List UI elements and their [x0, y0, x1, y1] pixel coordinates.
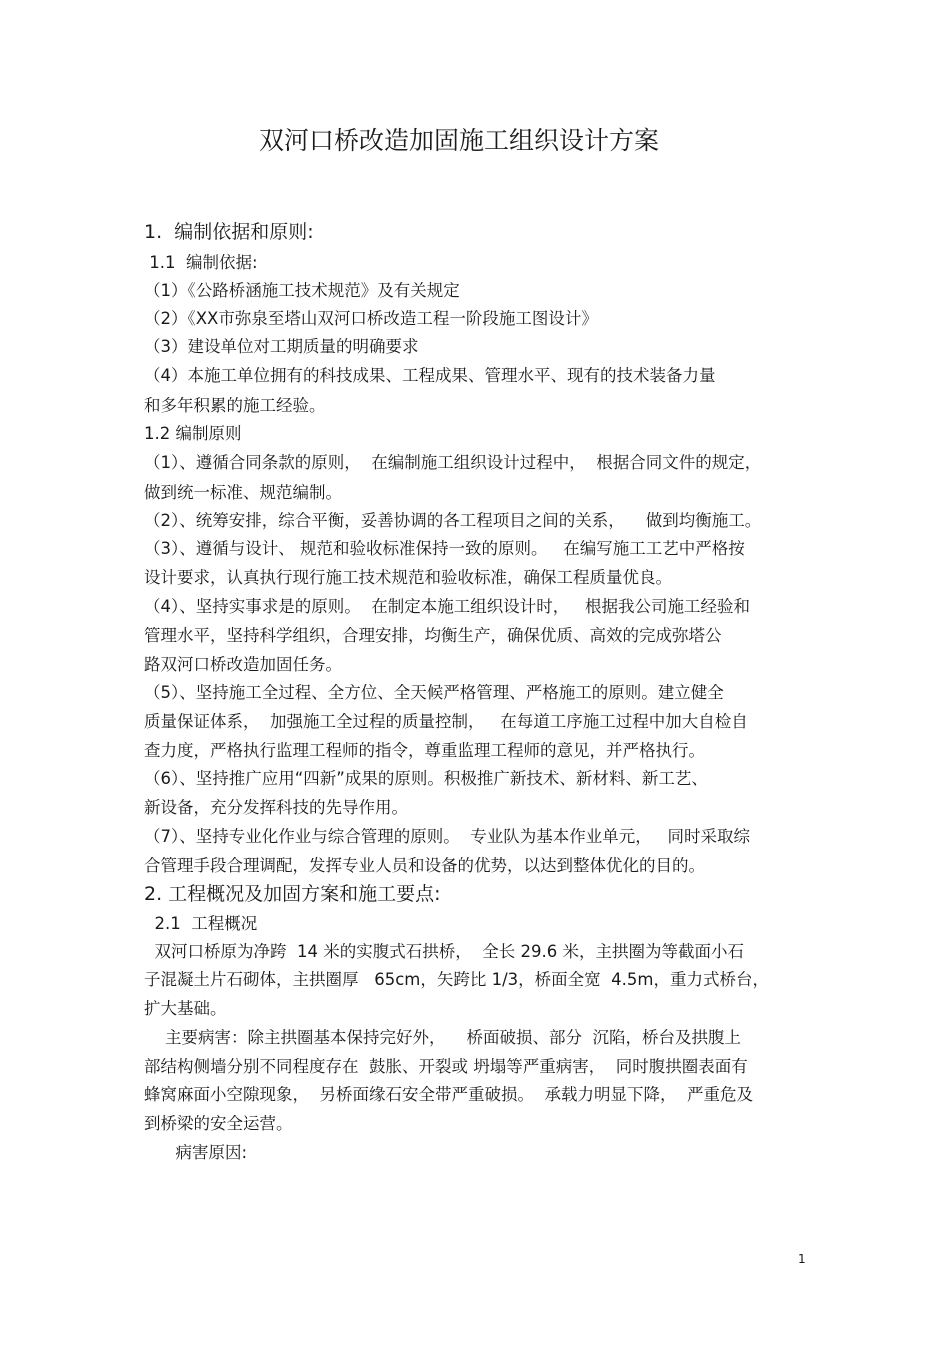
text-line: 路双河口桥改造加固任务。: [144, 655, 342, 674]
heading-2: 2. 工程概况及加固方案和施工要点:: [144, 883, 441, 905]
text-line: 新设备，充分发挥科技的先导作用。: [144, 798, 408, 817]
text-line: 双河口桥原为净跨 14 米的实腹式石拱桥， 全长 29.6 米，主拱圈为等截面小石: [144, 942, 744, 961]
text-line: （4）、坚持实事求是的原则。 在制定本施工组织设计时， 根据我公司施工经验和: [144, 597, 750, 616]
text-line: 查力度，严格执行监理工程师的指令，尊重监理工程师的意见，并严格执行。: [144, 741, 705, 760]
page-number: 1: [798, 1252, 806, 1266]
text-line: 和多年积累的施工经验。: [144, 396, 326, 415]
heading-1-2: 1.2 编制原则: [144, 424, 242, 443]
text-line: 到桥梁的安全运营。: [144, 1114, 293, 1133]
text-line: 子混凝土片石砌体，主拱圈厚 65cm，矢跨比 1/3，桥面全宽 4.5m，重力式桥台，: [144, 970, 769, 989]
text-line: 质量保证体系， 加强施工全过程的质量控制， 在每道工序施工过程中加大自检自: [144, 712, 748, 731]
text-line: 主要病害：除主拱圈基本保持完好外， 桥面破损、部分 沉陷，桥台及拱腹上: [144, 1028, 741, 1047]
text-line: （5）、坚持施工全过程、全方位、全天候严格管理、严格施工的原则。建立健全: [144, 683, 724, 702]
text-line: （4）本施工单位拥有的科技成果、工程成果、管理水平、现有的技术装备力量: [144, 366, 716, 385]
text-line: 部结构侧墙分别不同程度存在 鼓胀、开裂或 坍塌等严重病害， 同时腹拱圈表面有: [144, 1057, 748, 1076]
text-line: （3）、遵循与设计、 规范和验收标准保持一致的原则。 在编写施工工艺中严格按: [144, 539, 745, 558]
text-line: 合管理手段合理调配，发挥专业人员和设备的优势，以达到整体优化的目的。: [144, 856, 705, 875]
page-title: 双河口桥改造加固施工组织设计方案: [258, 126, 659, 155]
text-line: （6）、坚持推广应用“四新”成果的原则。积极推广新技术、新材料、新工艺、: [144, 769, 708, 788]
text-line: 设计要求，认真执行现行施工技术规范和验收标准，确保工程质量优良。: [144, 568, 672, 587]
heading-1-1: 1.1 编制依据:: [144, 253, 258, 272]
text-line: （3）建设单位对工期质量的明确要求: [144, 337, 419, 356]
text-line: 管理水平，坚持科学组织，合理安排，均衡生产，确保优质、高效的完成弥塔公: [144, 626, 722, 645]
text-line: （1）、遵循合同条款的原则， 在编制施工组织设计过程中， 根据合同文件的规定，: [144, 453, 762, 472]
text-line: （1）《公路桥涵施工技术规范》及有关规定: [144, 281, 460, 300]
text-line: 做到统一标准、规范编制。: [144, 483, 342, 502]
heading-1: 1. 编制依据和原则:: [144, 221, 314, 243]
text-line: 蜂窝麻面小空隙现象， 另桥面缘石安全带严重破损。 承载力明显下降， 严重危及: [144, 1085, 753, 1104]
text-line: （2）、统筹安排，综合平衡，妥善协调的各工程项目之间的关系， 做到均衡施工。: [144, 511, 762, 530]
heading-2-1: 2.1 工程概况: [144, 914, 258, 933]
text-line: 病害原因:: [144, 1143, 248, 1162]
text-line: （2）《XX市弥泉至塔山双河口桥改造工程一阶段施工图设计》: [144, 309, 598, 328]
text-line: （7）、坚持专业化作业与综合管理的原则。 专业队为基本作业单元， 同时采取综: [144, 827, 750, 846]
text-line: 扩大基础。: [144, 999, 227, 1018]
